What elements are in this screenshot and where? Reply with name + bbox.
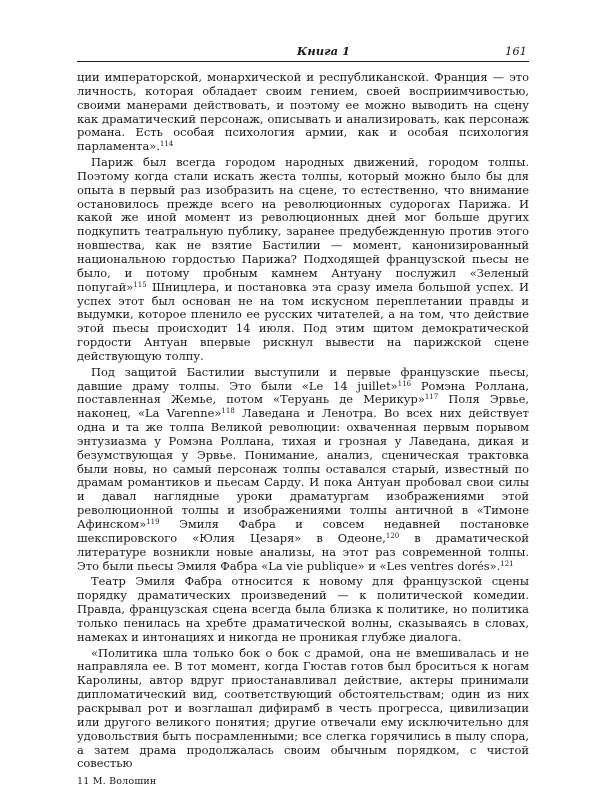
footnote-ref: 114	[159, 140, 174, 149]
footnote-ref: 117	[424, 393, 439, 402]
text-run: в драматической литературе возникли новые анализы, на этот раз современной толпы. Это были пьесы Эмиля Фабра «La vie publique» и «Les ventres dorés».	[77, 530, 529, 573]
text-run: Шницлера, и постановка эта сразу имела большой успех. И успех этот был основан не на том искусном переплетании правды и выдумки, которое пленило ее русских читателей, а на том, что действие этой пьесы происходит 14 июля. Под этим щитом демократической гордости Антуан впервые рискнул вывести на парижской сцене действующую толпу.	[77, 279, 529, 363]
paragraph	[77, 575, 529, 644]
paragraph	[77, 156, 529, 364]
footnote-ref: 119	[146, 518, 160, 526]
page-number: 161	[505, 44, 527, 58]
body-text	[77, 71, 529, 771]
paragraph	[77, 647, 529, 772]
footnote-ref: 121	[500, 559, 514, 568]
text-run: Эмиля Фабра и совсем недавней постановке шекспировского «Юлия Цезаря» в Одеоне,	[77, 517, 529, 545]
footnote-ref: 120	[385, 531, 400, 540]
footnote-ref: 115	[133, 280, 147, 289]
book-page	[77, 44, 529, 788]
paragraph	[77, 71, 529, 154]
text-run: Под защитой Бастилии выступили и первые французские пьесы, давшие драму толпы. Это были «Le 14 juillet»	[77, 364, 529, 393]
text-run: Театр Эмиля Фабра относится к новому для французской сцены порядку драматических произведений — к политической комедии. Правда, французская сцена всегда была близка к политике, но политика только пенилась на хребте драматической волны, сказываясь в словах, намеках и интонациях и никогда не проникая глубже диалога.	[77, 574, 529, 644]
running-title: Книга 1	[296, 44, 351, 58]
printer-signature: 11 М. Волошин	[77, 776, 157, 788]
text-run: «Политика шла только бок о бок с драмой, она не вмешивалась и не направляла ее. В тот момент, когда Гюстав готов был броситься к ногам Каролины, автор вдруг приостанавливал действие, актеры принимали дипломатический вид, соответствующий обстоятельствам; один из них раскрывал рот и возглашал дифирамб в честь прогресса, цивилизации или другого великого понятия; другие отвечали ему исключительно для удовольствия быть посрамленными; все слегка горячились в пылу спора, а затем драма продолжалась своим обычным порядком, с чистой совестью	[77, 645, 529, 771]
text-run: Париж был всегда городом народных движений, городом толпы. Поэтому когда стали искать жеста толпы, который можно было бы для опыта в первый раз изобразить на сцене, то естественно, что внимание остановилось прежде всего на революционных судорогах Парижа. И какой же иной момент из революционных дней мог больше других подкупить театральную публику, заранее предубежденную против этого новшества, как не взятие Бастилии — момент, канонизированный национальною гордостью Парижа? Подходящей французской пьесы не было, и потому пробным камнем Антуану послужил «Зеленый попугай»	[77, 155, 529, 294]
footnote-ref: 116	[397, 379, 412, 388]
running-header	[77, 44, 529, 62]
text-run: Поля Эрвье, наконец, «La Varenne»	[77, 392, 529, 421]
paragraph	[77, 366, 529, 574]
text-run: Лаведана и Ленотра. Во всех них действует одна и та же толпа Великой революции: охваченная первым порывом энтузиазма у Ромэна Роллана, тихая и грозная у Лаведана, дикая и безумствующая у Эрвье. Понимание, анализ, сценическая трактовка были новы, но самый персонаж толпы оставался старый, известный по драмам романтиков и пьесам Сарду. И пока Антуан пробовал свои силы и давал наглядные уроки драматургам изображениями этой революционной толпы и изображениями толпы античной в «Тимоне Афинском»	[77, 406, 529, 531]
text-run: Ромэна Роллана, поставленная Жемье, потом «Теруань де Мерикур»	[77, 378, 530, 407]
text-run: ции императорской, монархической и республиканской. Франция — это личность, которая обладает своим гением, своей восприимчивостью, своими манерами действовать, и поэтому ее можно выводить на сцену как драматический персонаж, описывать и анализировать, как персонаж романа. Есть особая психология армии, как и особая психология парламента».	[77, 70, 529, 154]
footnote-ref: 118	[221, 407, 235, 416]
